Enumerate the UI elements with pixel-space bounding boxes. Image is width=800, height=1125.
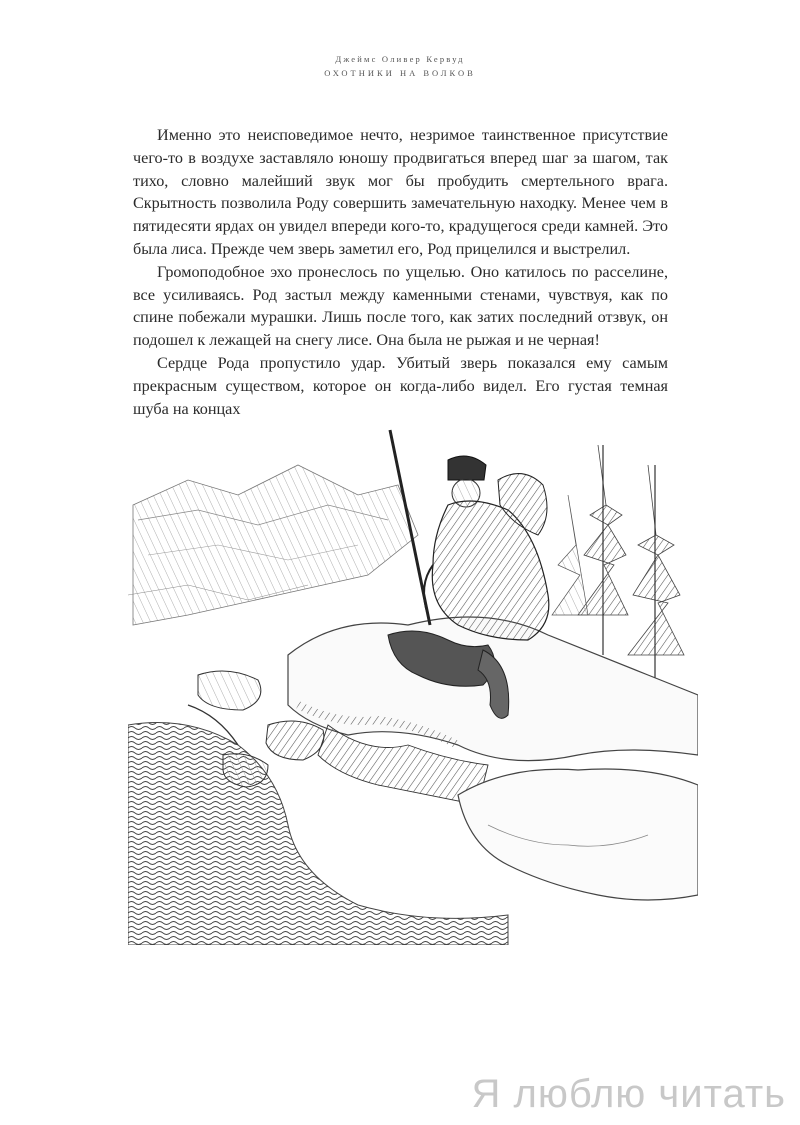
pencil-illustration-hunter-with-fox: [128, 425, 698, 945]
paragraph-1: Именно это неисповедимое нечто, незримое таинственное присутствие чего-то в воздухе заставляло юношу продвигаться вперед шаг за шагом, так тихо, словно малейший звук мог бы пробудить смертельного врага. Скрытность позволила Роду совершить замечательную находку. Менее чем в пятидесяти ярдах он увидел впереди кого-то, крадущегося среди камней. Это была лиса. Прежде чем зверь заметил его, Род прицелился и выстрелил.: [133, 126, 668, 258]
paragraph-3: Сердце Рода пропустило удар. Убитый зверь показался ему самым прекрасным существом, которое он когда-либо видел. Его густая темная шуба на концах: [133, 353, 668, 418]
running-head-author: Джеймс Оливер Кервуд: [335, 54, 465, 64]
lower-snow-bank: [458, 769, 698, 900]
body-text: [133, 124, 668, 420]
background-mountains: [128, 465, 418, 625]
running-head: [0, 52, 800, 80]
running-head-book-title: ОХОТНИКИ НА ВОЛКОВ: [324, 68, 476, 78]
watermark-logo: Я люблю читать: [471, 1072, 786, 1116]
paragraph-2: Громоподобное эхо пронеслось по ущелью. Оно катилось по расселине, все усиливаясь. Род застыл между каменными стенами, чувствуя, как по спине побежали мурашки. Лишь после того, как затих последний отзвук, он подошел к лежащей на снегу лисе. Она была не рыжая и не черная!: [133, 262, 668, 350]
